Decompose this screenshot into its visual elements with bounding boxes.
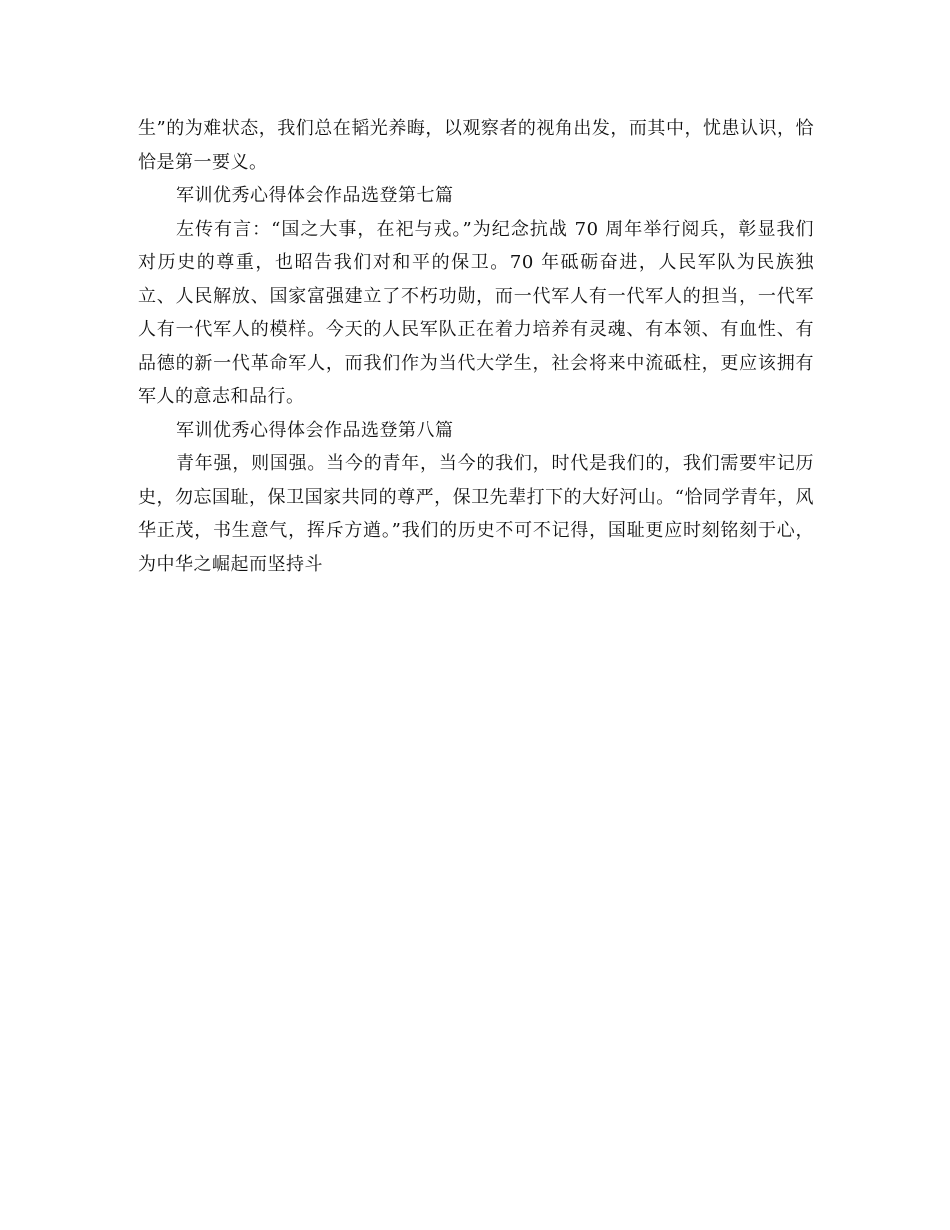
paragraph-continued: 生”的为难状态，我们总在韬光养晦，以观察者的视角出发，而其中，忧患认识，恰恰是第一要义。 xyxy=(138,118,814,173)
section-heading-eighth: 军训优秀心得体会作品选登第八篇 xyxy=(176,419,454,441)
paragraph-seventh: 左传有言：“国之大事，在祀与戎。”为纪念抗战 70 周年举行阅兵，彰显我们对历史的尊重，也昭告我们对和平的保卫。70 年砥砺奋进，人民军队为民族独立、人民解放、国家富强建立了不朽功勋，而一代军人有一代军人的担当，一代军人有一代军人的模样。今天的人民军队正在着力培养有灵魂、有本领、有血性、有品德的新一代革命军人，而我们作为当代大学生，社会将来中流砥柱，更应该拥有军人的意志和品行。 xyxy=(138,218,814,407)
document-body xyxy=(138,112,814,581)
section-heading-seventh: 军训优秀心得体会作品选登第七篇 xyxy=(176,185,454,206)
paragraph-eighth: 青年强，则国强。当今的青年，当今的我们，时代是我们的，我们需要牢记历史，勿忘国耻，保卫国家共同的尊严，保卫先辈打下的大好河山。“恰同学青年，风华正茂，书生意气，挥斥方遒。”我们的历史不可不记得，国耻更应时刻铭刻于心，为中华之崛起而坚持斗 xyxy=(138,453,814,575)
